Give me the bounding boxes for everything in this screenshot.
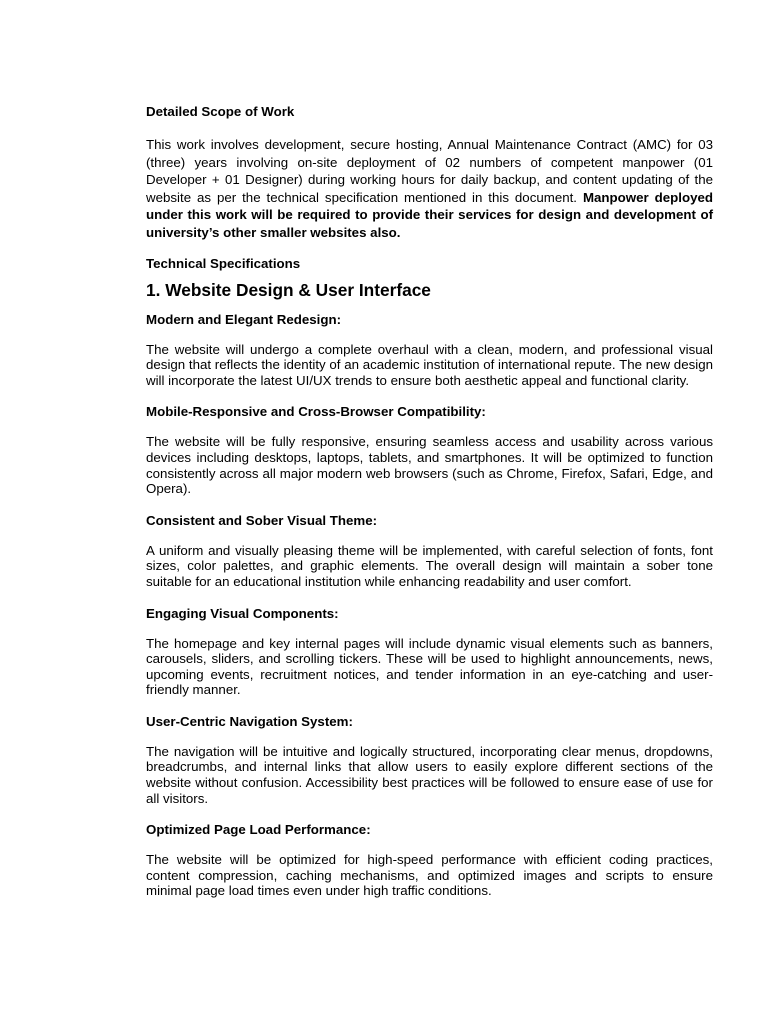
- scope-title: Detailed Scope of Work: [146, 104, 295, 119]
- subsection-title: Consistent and Sober Visual Theme:: [146, 512, 378, 528]
- subsection: [146, 404, 713, 496]
- document-page: [146, 104, 713, 899]
- subsection-body: The website will undergo a complete overhaul with a clean, modern, and professional visual design that reflects the identity of an academic institution of international repute. The new design will incorporate the latest UI/UX trends to ensure both aesthetic appeal and functional clarity.: [146, 341, 713, 388]
- subsection: [146, 822, 713, 899]
- subsection-body: The website will be fully responsive, ensuring seamless access and usability across various devices including desktops, laptops, tablets, and smartphones. It will be optimized to function consistently across all major modern web browsers (such as Chrome, Firefox, Safari, Edge, and Opera).: [146, 434, 713, 497]
- subsection-title: Engaging Visual Components:: [146, 605, 339, 621]
- scope-body-bold: Manpower deployed under this work will be required to provide their services for design and development of university’s other smaller websites also.: [146, 189, 713, 240]
- subsection-title: Mobile-Responsive and Cross-Browser Compatibility:: [146, 404, 486, 420]
- subsection: [146, 312, 713, 389]
- subsection: [146, 606, 713, 698]
- subsection-body: The navigation will be intuitive and logically structured, incorporating clear menus, dropdowns, breadcrumbs, and internal links that allow users to easily explore different sections of the website without confusion. Accessibility best practices will be followed to ensure ease of use for all visitors.: [146, 743, 713, 806]
- subsection-body: A uniform and visually pleasing theme will be implemented, with careful selection of fonts, font sizes, color palettes, and graphic elements. The overall design will maintain a sober tone suitable for an educational institution while enhancing readability and user comfort.: [146, 542, 713, 589]
- section-heading: 1. Website Design & User Interface: [146, 279, 431, 300]
- subsection-title: Optimized Page Load Performance:: [146, 822, 371, 838]
- subsection-title: Modern and Elegant Redesign:: [146, 311, 342, 327]
- subsection: [146, 513, 713, 590]
- tech-spec-title: Technical Specifications: [146, 255, 301, 271]
- subsection-title: User-Centric Navigation System:: [146, 713, 353, 729]
- subsection-body: The homepage and key internal pages will include dynamic visual elements such as banners, carousels, sliders, and scrolling tickers. These will be used to highlight announcements, news, upcoming events, recruitment notices, and tender information in an eye-catching and user-friendly manner.: [146, 635, 713, 698]
- subsection: [146, 714, 713, 806]
- scope-body: This work involves development, secure hosting, Annual Maintenance Contract (AMC) for 03 (three) years involving on-site deployment of 02 numbers of competent manpower (01 Developer + 01 Designer) during working hours for daily backup, and content updating of the website as per the technical specification mentioned in this document.: [146, 137, 713, 205]
- subsection-body: The website will be optimized for high-speed performance with efficient coding practices, content compression, caching mechanisms, and optimized images and scripts to ensure minimal page load times even under high traffic conditions.: [146, 852, 713, 899]
- scope-paragraph: [146, 136, 713, 242]
